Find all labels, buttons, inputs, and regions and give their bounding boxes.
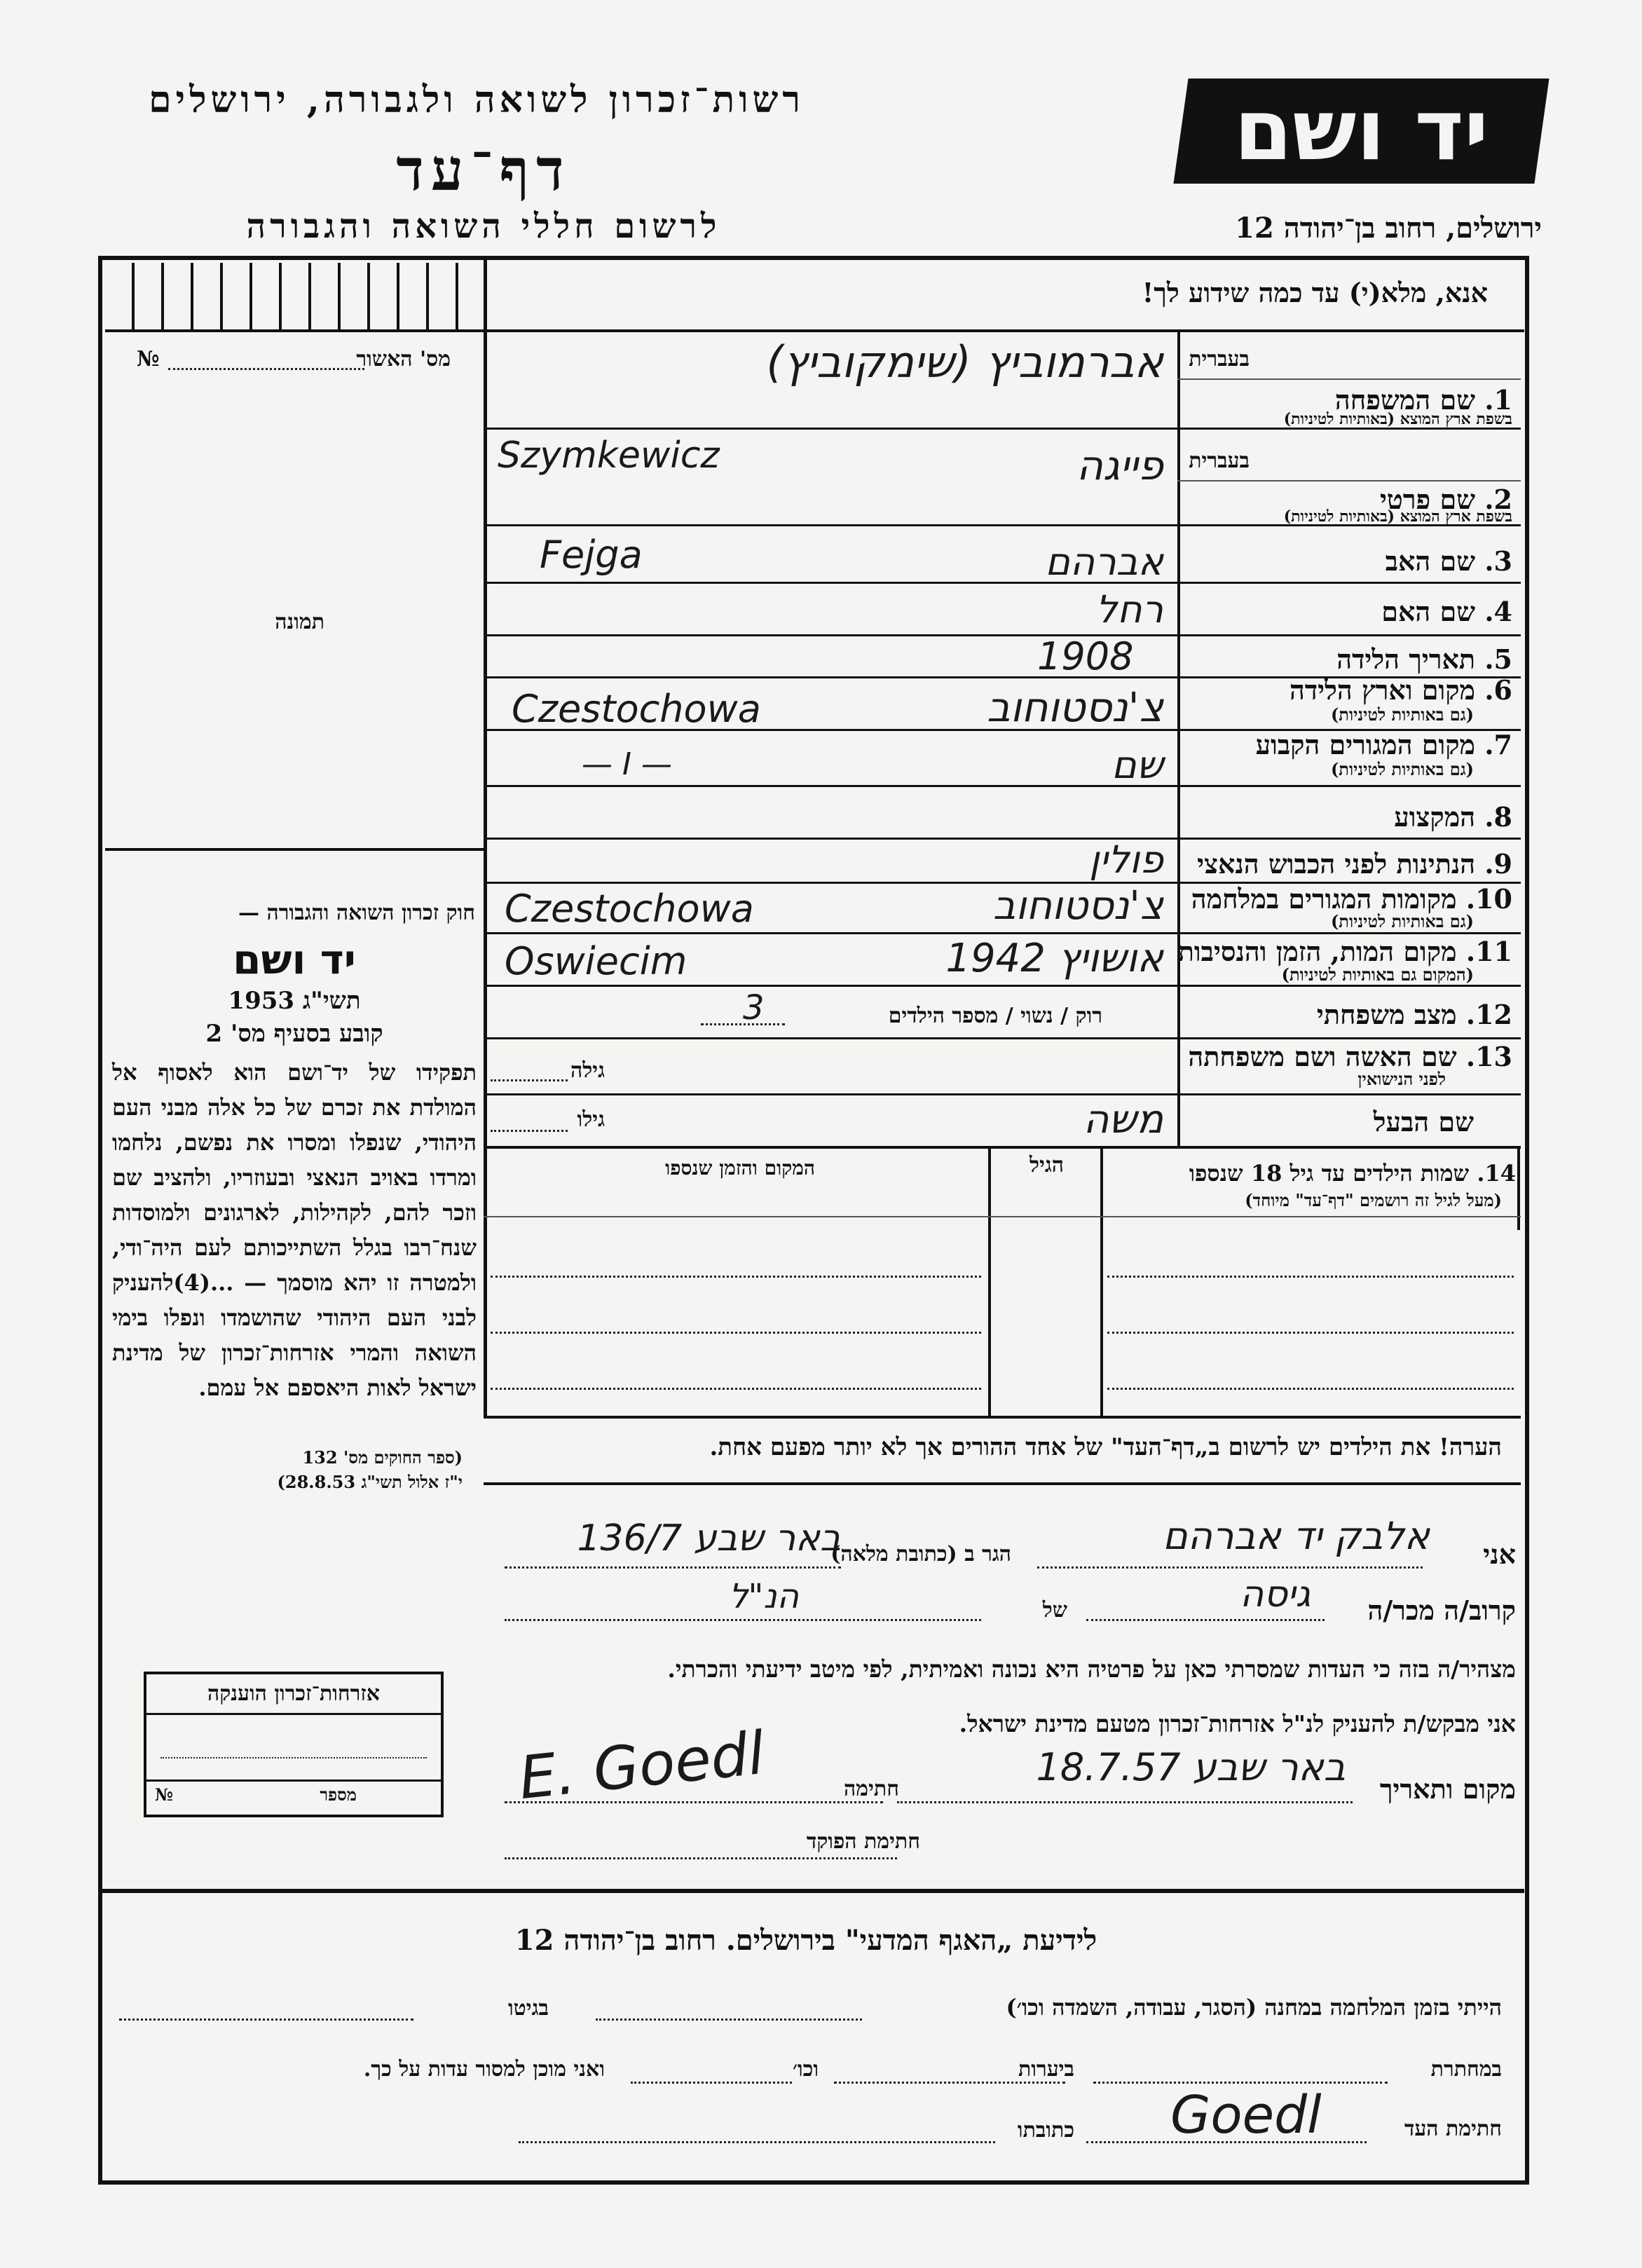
field-11-latin-value: Oswiecim (505, 939, 687, 983)
field-1-label: 1. שם המשפחה (1334, 384, 1512, 416)
footer-line2-underground: במחתרת (1430, 2057, 1502, 2082)
stamp-box-title: אזרחות־זכרון הוענקה (207, 1681, 381, 1706)
footer-line2-ready: ואני מוכן למסור עדות על כך. (363, 2057, 605, 2082)
reg-no-sign: № (137, 347, 160, 371)
citizenship-stamp-box (144, 1672, 444, 1817)
field-1-sub: בשפת ארץ המוצא (באותיות לטיניות) (1283, 410, 1512, 428)
field-1-heb-tag: בעברית (1189, 347, 1250, 371)
children-col-place: המקום והזמן שנספו (665, 1156, 815, 1180)
field-11-value: אושויץ 1942 (945, 936, 1163, 981)
relation-value: גיסה (1240, 1573, 1311, 1615)
field-13-label: 13. שם האשה ושם משפחתה (1188, 1041, 1512, 1072)
field-5-value: 1908 (1037, 634, 1134, 678)
law-name: יד ושם (233, 936, 356, 983)
fill-plea: אנא, מלא(י) עד כמה שידוע לך! (1142, 277, 1488, 308)
registration-ticks (105, 263, 484, 329)
field-10-value: צ'נסטוחוב (992, 883, 1163, 929)
field-2-heb-tag: בעברית (1189, 449, 1250, 473)
field-7-label: 7. מקום המגורים הקבוע (1255, 729, 1512, 760)
field-6-label: 6. מקום וארץ הלידה (1289, 674, 1512, 706)
reg-no-label: מס' האשור (356, 347, 451, 371)
footer-title: לידיעת „האגף המדעי" בירושלים. רחוב בן־יהודה 12 (514, 1924, 1097, 1957)
field-3-latin-value: Fejga (540, 533, 643, 577)
declaration-statement: מצהיר/ה בזה כי העדות שמסרתי כאן על פרטיה היא נכונה ואמיתית, לפי מיטב ידיעתי והכרתי. (667, 1655, 1516, 1683)
field-12-label: 12. מצב משפחתי (1316, 999, 1512, 1030)
declarant-value: אלבק יד אברהם (1162, 1514, 1430, 1558)
field-6-sub: (גם באותיות לטיניות) (1330, 704, 1474, 725)
field-11-label: 11. מקום המות, הזמן והנסיבות (1177, 936, 1512, 967)
law-year: תשי"ג 1953 (228, 987, 361, 1015)
footer-address-label: כתובתו (1017, 2118, 1074, 2143)
law-ref-1: (ספר החוקים מס' 132 (302, 1447, 463, 1468)
declarant-address-value: באר שבע 136/7 (577, 1517, 841, 1559)
field-9-label: 9. הנתינות לפני הכבוש הנאצי (1197, 848, 1512, 880)
relation-of-value: הנ"ל (729, 1577, 799, 1616)
field-13-sub: לפני הנישואין (1357, 1069, 1446, 1089)
field-4-label: 4. שם האם (1381, 596, 1512, 627)
husband-value: משה (1083, 1097, 1163, 1142)
field-10-label: 10. מקומות המגורים במלחמה (1191, 883, 1512, 915)
footer-line2-forests: ביערות (1018, 2057, 1074, 2082)
field-2-label: 2. שם פרטי (1379, 484, 1512, 515)
declarant-label: אני (1483, 1538, 1516, 1570)
field-9-value: פולין (1089, 838, 1163, 882)
authority-name: רשות־זכרון לשואה ולגבורה, ירושלים (149, 78, 805, 121)
field-3-label: 3. שם האב (1385, 545, 1512, 577)
field-7-latin-value: — I — (582, 746, 672, 782)
place-date-value: באר שבע 18.7.57 (1036, 1745, 1346, 1789)
yad-vashem-logo: יד ושם (1173, 78, 1549, 184)
law-body: תפקידו של יד־ושם הוא לאסוף אל המולדת את זכרם של כל אלה מבני העם היהודי, שנפלו ומסרו את נפשם, נלחמו ומרדו באויב הנאצי ובעוזריו, ולהציב שם וזכר להם, לקהילות, לארגונים ולמוסדות שנח־רבו בגלל השתייכותם לעם היה־ודי, ולמטרה זו יהא מוסמך — ...(4)להעניק לבני העם היהודי שהושמדו ונפלו בימי השואה והמרי אזרחות־זכרון של מדינת ישראל לאות היאספם אל עמם. (112, 1059, 477, 1401)
husband-age-label: גילו (577, 1107, 605, 1132)
form-title: דף־עד (396, 137, 571, 204)
children-label: 14. שמות הילדים עד גיל 18 שנספו (1189, 1160, 1516, 1187)
field-7-value: שם (1111, 743, 1163, 787)
law-ref-2: י"ז אלול תשי"ג 28.8.53) (277, 1472, 463, 1492)
signature-value: E. Goedl (515, 1718, 768, 1813)
children-col-age: הגיל (1029, 1153, 1064, 1177)
stamp-box-no: מספר (320, 1784, 357, 1805)
header-address: ירושלים, רחוב בן־יהודה 12 (1235, 212, 1542, 245)
husband-label: שם הבעל (1373, 1106, 1474, 1138)
law-clause: קובע בסעיף מס' 2 (205, 1020, 383, 1048)
footer-line1-end: בגיטו (507, 1996, 549, 2021)
signature-label: חתימה (844, 1777, 899, 1801)
field-8-label: 8. המקצוע (1394, 801, 1512, 833)
form-subtitle: לרשום חללי השואה והגבורה (246, 207, 721, 246)
footer-line2-etc: וכו׳ (793, 2057, 819, 2082)
photo-label: תמונה (275, 610, 324, 634)
field-12-children-count: 3 (743, 988, 765, 1027)
field-4-value: רחל (1095, 587, 1163, 631)
field-7-sub: (גם באותיות לטיניות) (1330, 759, 1474, 779)
field-5-label: 5. תאריך הלידה (1336, 643, 1512, 675)
relation-label: קרוב/ה מכר/ה (1367, 1594, 1516, 1626)
law-title: חוק זכרון השואה והגבורה — (238, 901, 475, 925)
footer-witness-signature-label: חתימת העד (1404, 2117, 1502, 2141)
field-3-value: אברהם (1045, 540, 1163, 584)
field-6-latin-value: Czestochowa (512, 687, 761, 731)
declaration-request: אני מבקש/ת להעניק לנ"ל אזרחות־זכרון מטעם מדינת ישראל. (959, 1710, 1516, 1737)
children-sub: (מעל לגיל זה רושמים "דף־עד" מיוחד) (1245, 1190, 1502, 1210)
field-10-sub: (גם באותיות לטיניות) (1330, 911, 1474, 931)
footer-line1: הייתי בזמן המלחמה במחנה (הסגר, עבודה, השמדה וכו׳) (1006, 1994, 1502, 2021)
stamp-box-sign: № (155, 1784, 174, 1805)
footer-witness-signature: Goedl (1170, 2085, 1322, 2145)
official-signature-label: חתימת הפוקד (806, 1829, 920, 1854)
field-12-options: רוק / נשוי / מספר הילדים (888, 1004, 1102, 1028)
field-11-sub: (המקום גם באותיות לטיניות) (1281, 964, 1474, 985)
field-1-hebrew-value: אברמוביץ (שימקוביץ) (766, 336, 1163, 388)
field-6-value: צ'נסטוחוב (987, 683, 1163, 731)
relation-of-label: של (1042, 1598, 1067, 1623)
field-13-age-label: גילה (570, 1058, 605, 1083)
children-note: הערה! את הילדים יש לרשום ב„דף־העד" של אחד ההורים אך לא יותר מפעם אחת. (709, 1433, 1502, 1461)
field-10-latin-value: Czestochowa (505, 887, 754, 931)
place-date-label: מקום ותאריך (1379, 1773, 1516, 1805)
field-2-sub: בשפת ארץ המוצא (באותיות לטיניות) (1283, 507, 1512, 526)
field-2-latin-value: Szymkewicz (498, 435, 720, 477)
field-2-hebrew-value: פייגה (1076, 442, 1163, 489)
declarant-address-label: הגר ב (כתובת מלאה) (830, 1542, 1011, 1566)
